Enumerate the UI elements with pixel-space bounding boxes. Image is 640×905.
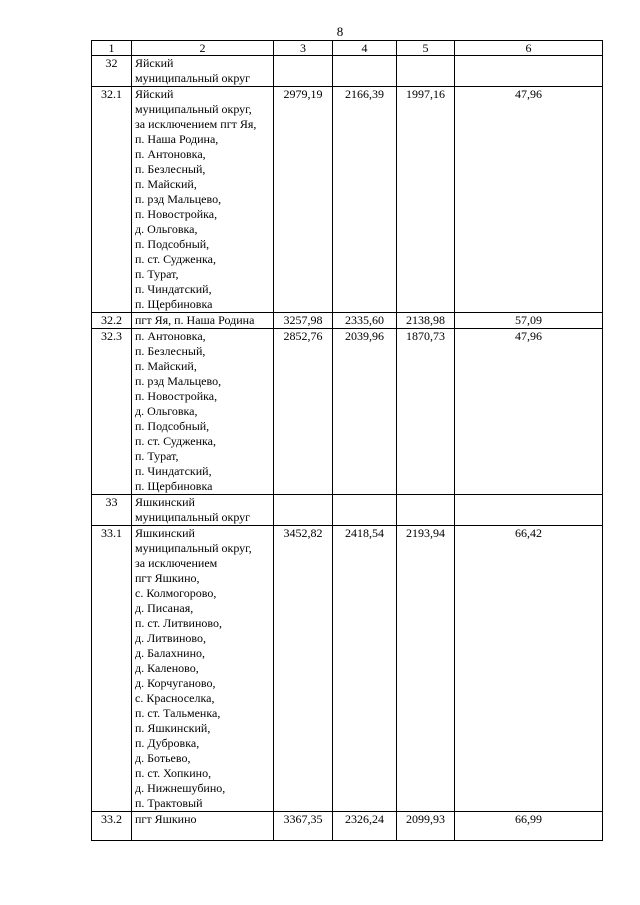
- territory-line: д. Ольговка,: [135, 404, 198, 418]
- territory-line: пгт Яшкино,: [135, 571, 200, 585]
- territory-line: п. Дубровка,: [135, 736, 200, 750]
- territory-line: Яйский: [135, 87, 174, 101]
- value-cell-c5: 1870,73: [397, 329, 455, 495]
- territory-line: за исключением пгт Яя,: [135, 117, 257, 131]
- table-row: [92, 495, 603, 526]
- territory-cell: [132, 313, 274, 329]
- value-cell-c5: 2099,93: [397, 812, 455, 841]
- header-cell-6: 6: [455, 41, 603, 56]
- header-cell-5: 5: [397, 41, 455, 56]
- value-cell-c4: 2166,39: [333, 87, 397, 313]
- value-cell-c5: [397, 495, 455, 526]
- territory-line: за исключением: [135, 556, 218, 570]
- value-cell-c6: 66,99: [455, 812, 603, 841]
- territory-line: п. рзд Мальцево,: [135, 192, 222, 206]
- territory-line: п. Турат,: [135, 267, 179, 281]
- territory-line: с. Красноселка,: [135, 691, 215, 705]
- territory-line: п. Безлесный,: [135, 344, 206, 358]
- territory-line: Яшкинский: [135, 495, 195, 509]
- territory-line: п. Наша Родина,: [135, 132, 219, 146]
- table-body: [92, 56, 603, 841]
- territory-line: д. Каленово,: [135, 661, 199, 675]
- territory-line: д. Корчуганово,: [135, 676, 216, 690]
- value-cell-c5: 2138,98: [397, 313, 455, 329]
- table-row: [92, 313, 603, 329]
- territory-line: Яйский: [135, 56, 174, 70]
- territory-line: д. Литвиново,: [135, 631, 207, 645]
- territory-line: Яшкинский: [135, 526, 195, 540]
- territory-line: п. Чиндатский,: [135, 282, 212, 296]
- territory-line: п. ст. Тальменка,: [135, 706, 221, 720]
- territory-line: п. Чиндатский,: [135, 464, 212, 478]
- territory-line: п. Трактовый: [135, 796, 203, 810]
- value-cell-c3: 2979,19: [274, 87, 333, 313]
- value-cell-c6: 47,96: [455, 329, 603, 495]
- territory-line: п. рзд Мальцево,: [135, 374, 222, 388]
- tariff-table: [91, 40, 603, 841]
- territory-line: д. Нижнешубино,: [135, 781, 226, 795]
- territory-line: п. ст. Судженка,: [135, 434, 216, 448]
- value-cell-c4: 2418,54: [333, 526, 397, 812]
- row-number-cell: 33.1: [92, 526, 132, 812]
- territory-line: п. Турат,: [135, 449, 179, 463]
- territory-line: д. Писаная,: [135, 601, 194, 615]
- territory-line: пгт Яя, п. Наша Родина: [135, 313, 255, 327]
- territory-line: муниципальный округ: [135, 71, 251, 85]
- table-row: [92, 56, 603, 87]
- value-cell-c3: 3367,35: [274, 812, 333, 841]
- territory-line: п. Новостройка,: [135, 389, 218, 403]
- territory-line: п. Яшкинский,: [135, 721, 211, 735]
- value-cell-c4: [333, 495, 397, 526]
- header-cell-4: 4: [333, 41, 397, 56]
- territory-cell: [132, 495, 274, 526]
- territory-line: пгт Яшкино: [135, 812, 197, 826]
- value-cell-c5: 2193,94: [397, 526, 455, 812]
- territory-line: д. Ольговка,: [135, 222, 198, 236]
- table-row: [92, 87, 603, 313]
- value-cell-c3: [274, 495, 333, 526]
- value-cell-c5: 1997,16: [397, 87, 455, 313]
- value-cell-c4: 2039,96: [333, 329, 397, 495]
- value-cell-c6: 57,09: [455, 313, 603, 329]
- table-header-row: [92, 41, 603, 56]
- value-cell-c6: [455, 495, 603, 526]
- territory-line: п. Антоновка,: [135, 147, 206, 161]
- row-number-cell: 32.3: [92, 329, 132, 495]
- territory-cell: [132, 56, 274, 87]
- territory-line: муниципальный округ,: [135, 102, 252, 116]
- row-number-cell: 33: [92, 495, 132, 526]
- row-number-cell: 32: [92, 56, 132, 87]
- value-cell-c4: 2326,24: [333, 812, 397, 841]
- territory-line: муниципальный округ,: [135, 541, 252, 555]
- territory-cell: [132, 87, 274, 313]
- territory-line: с. Колмогорово,: [135, 586, 217, 600]
- territory-line: п. Щербиновка: [135, 479, 213, 493]
- value-cell-c5: [397, 56, 455, 87]
- table-row: [92, 329, 603, 495]
- value-cell-c6: [455, 56, 603, 87]
- territory-line: п. Антоновка,: [135, 329, 206, 343]
- territory-line: п. Подсобный,: [135, 419, 210, 433]
- territory-cell: [132, 526, 274, 812]
- table-row: [92, 526, 603, 812]
- row-number-cell: 32.2: [92, 313, 132, 329]
- territory-line: п. ст. Хопкино,: [135, 766, 212, 780]
- value-cell-c6: 66,42: [455, 526, 603, 812]
- value-cell-c3: 3452,82: [274, 526, 333, 812]
- territory-line: п. Новостройка,: [135, 207, 218, 221]
- territory-line: п. Майский,: [135, 177, 197, 191]
- territory-line: п. Безлесный,: [135, 162, 206, 176]
- value-cell-c4: 2335,60: [333, 313, 397, 329]
- page-number: 8: [336, 24, 344, 39]
- header-cell-1: 1: [92, 41, 132, 56]
- territory-line: п. ст. Судженка,: [135, 252, 216, 266]
- value-cell-c4: [333, 56, 397, 87]
- territory-line: муниципальный округ: [135, 510, 251, 524]
- territory-cell: [132, 329, 274, 495]
- value-cell-c6: 47,96: [455, 87, 603, 313]
- territory-line: п. ст. Литвиново,: [135, 616, 222, 630]
- header-cell-2: 2: [132, 41, 274, 56]
- header-cell-3: 3: [274, 41, 333, 56]
- territory-line: п. Щербиновка: [135, 297, 213, 311]
- value-cell-c3: 2852,76: [274, 329, 333, 495]
- table-row: [92, 812, 603, 841]
- territory-cell: [132, 812, 274, 841]
- territory-line: п. Подсобный,: [135, 237, 210, 251]
- value-cell-c3: [274, 56, 333, 87]
- row-number-cell: 32.1: [92, 87, 132, 313]
- value-cell-c3: 3257,98: [274, 313, 333, 329]
- territory-line: д. Ботьево,: [135, 751, 191, 765]
- territory-line: д. Балахнино,: [135, 646, 206, 660]
- territory-line: п. Майский,: [135, 359, 197, 373]
- row-number-cell: 33.2: [92, 812, 132, 841]
